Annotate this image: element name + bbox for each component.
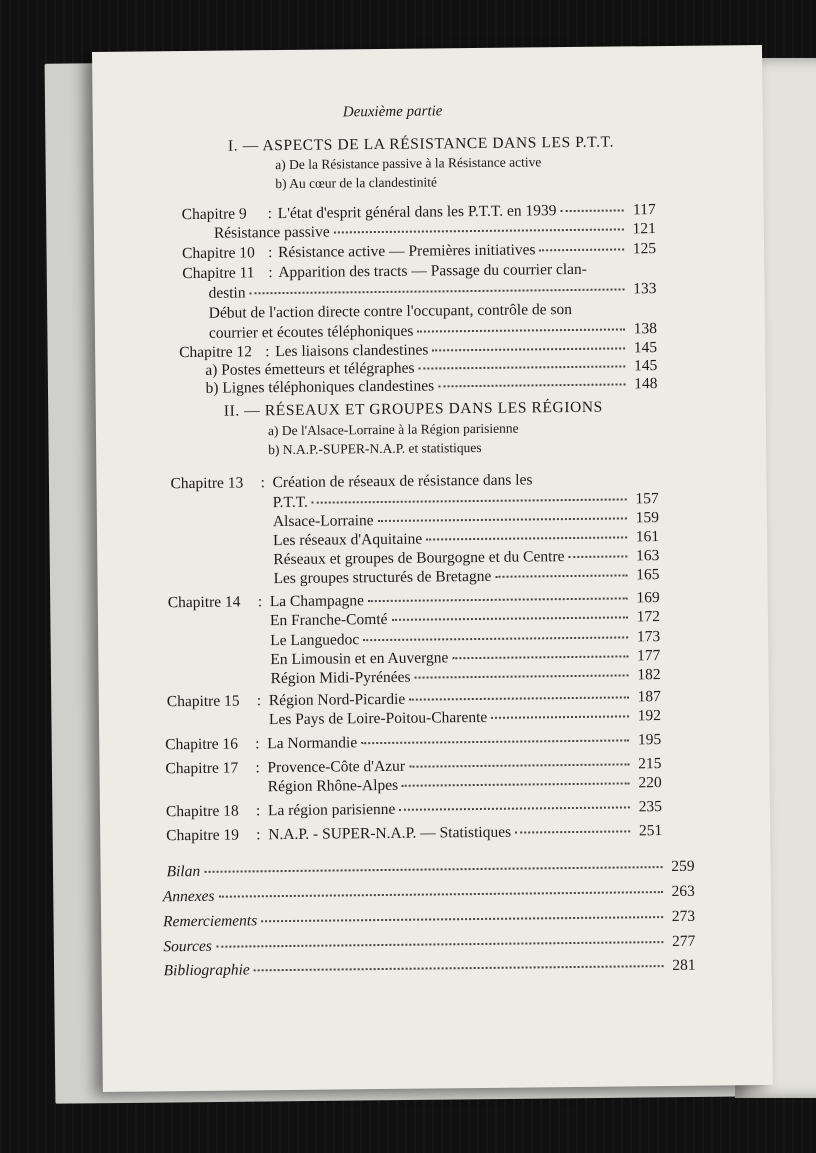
entry-title: Les réseaux d'Aquitaine [273, 530, 423, 550]
entry-title: La Normandie [267, 734, 358, 753]
toc-entry-action-directe[interactable]: Début de l'action directe contre l'occupant, contrôle de son [208, 300, 573, 322]
dot-leader [378, 517, 627, 522]
entry-title: Création de réseaux de résistance dans les [272, 471, 533, 492]
page-number: 148 [634, 375, 658, 393]
chapter-colon: : [256, 826, 261, 844]
chapter-label: Chapitre 13 [170, 474, 244, 493]
page-number: 145 [633, 339, 658, 357]
page-number: 138 [633, 320, 658, 338]
dot-leader [363, 636, 628, 641]
dot-leader [250, 288, 625, 294]
toc-entry-resistance-passive[interactable] [214, 220, 656, 243]
entry-title: N.A.P. - SUPER-N.A.P. — Statistiques [268, 823, 512, 844]
page-number: 172 [636, 608, 661, 626]
section-1-sub-b: b) Au cœur de la clandestinité [275, 174, 438, 192]
dot-leader [414, 674, 628, 678]
chapter-colon: : [255, 802, 261, 820]
dot-leader [399, 806, 630, 810]
chapter-label: Chapitre 14 [167, 593, 241, 612]
toc-entry-bibliographie[interactable] [164, 957, 696, 981]
chapter-label: Chapitre 10 [182, 244, 255, 263]
entry-title: La région parisienne [267, 800, 396, 820]
page-number: 173 [636, 628, 661, 646]
table-of-contents [92, 45, 773, 1092]
section-2-heading: II. — RÉSEAUX ET GROUPES DANS LES RÉGIONS [223, 398, 603, 420]
page-number: 192 [637, 707, 662, 725]
section-2-sub-a: a) De l'Alsace-Lorraine à la Région parisienne [267, 420, 519, 439]
entry-title: Région Rhône-Alpes [267, 776, 399, 796]
dot-leader [216, 941, 663, 948]
entry-title: courrier et écoutes téléphoniques [208, 322, 414, 342]
entry-title: En Limousin et en Auvergne [270, 649, 449, 669]
page-number: 163 [635, 547, 660, 565]
page-number: 125 [632, 240, 657, 258]
dot-leader [254, 965, 664, 971]
toc-entry-rhone-alpes[interactable] [268, 774, 662, 796]
toc-entry-remerciements[interactable] [163, 908, 695, 932]
toc-entry-bilan[interactable] [166, 858, 694, 882]
entry-title: Les liaisons clandestines [275, 341, 429, 361]
page-number: 277 [672, 932, 696, 950]
toc-entry-bretagne[interactable] [273, 566, 659, 588]
chapter-label: Chapitre 15 [166, 692, 240, 711]
page-number: 145 [633, 357, 658, 375]
chapter-colon: : [268, 244, 273, 262]
toc-entry-chapter-10[interactable] [182, 240, 656, 263]
entry-title: Alsace-Lorraine [272, 512, 374, 531]
page-number: 121 [632, 220, 656, 238]
chapter-label: Chapitre 11 [182, 264, 255, 283]
dot-leader [560, 209, 623, 212]
dot-leader [419, 365, 626, 369]
page-number: 133 [633, 280, 657, 298]
part-title: Deuxième partie [342, 103, 443, 121]
chapter-colon: : [256, 692, 262, 710]
dot-leader [495, 574, 627, 577]
section-2-sub-b: b) N.A.P.-SUPER-N.A.P. et statistiques [268, 439, 482, 458]
toc-entry-loire-poitou[interactable] [269, 707, 661, 729]
toc-entry-lignes-telephoniques[interactable] [205, 375, 657, 398]
chapter-colon: : [267, 205, 273, 223]
page-number: 195 [637, 731, 662, 749]
dot-leader [409, 763, 629, 767]
page-number: 215 [638, 755, 662, 773]
dot-leader [361, 739, 629, 744]
dot-leader [438, 383, 625, 387]
entry-title: a) Postes émetteurs et télégraphes [205, 359, 415, 379]
entry-title: Les Pays de Loire-Poitou-Charente [268, 708, 488, 729]
chapter-label: Chapitre 19 [166, 826, 240, 845]
page-number: 187 [637, 688, 661, 706]
entry-title: Résistance active — Premières initiatives [278, 241, 536, 262]
page-number: 182 [637, 666, 661, 684]
chapter-colon: : [255, 735, 260, 753]
section-1-heading: I. — ASPECTS DE LA RÉSISTANCE DANS LES P.T.T. [227, 133, 615, 155]
toc-entry-chapter-18[interactable] [166, 798, 662, 821]
page-number: 177 [637, 647, 661, 665]
entry-title: Les groupes structurés de Bretagne [273, 567, 492, 588]
chapter-colon: : [257, 593, 263, 611]
page-number: 263 [671, 882, 695, 900]
dot-leader [261, 916, 663, 922]
dot-leader [568, 555, 627, 558]
dot-leader [334, 228, 624, 233]
dot-leader [368, 597, 628, 602]
page-number: 259 [671, 857, 695, 875]
entry-title: Résistance passive [213, 223, 330, 242]
chapter-label: Chapitre 17 [165, 759, 239, 778]
page-number: 157 [635, 490, 659, 508]
book-page [92, 45, 773, 1092]
page-number: 273 [671, 907, 696, 925]
chapter-label: Chapitre 9 [181, 205, 247, 224]
page-number: 235 [638, 798, 663, 816]
toc-entry-chapter-19[interactable] [166, 822, 662, 845]
page-number: 117 [632, 201, 656, 219]
section-1-sub-a: a) De la Résistance passive à la Résistance active [275, 154, 542, 173]
dot-leader [409, 696, 629, 700]
toc-entry-chapter-13[interactable] [170, 470, 658, 493]
entry-title: Annexes [162, 887, 215, 906]
dot-leader [515, 830, 630, 833]
entry-title: P.T.T. [272, 493, 308, 512]
entry-title: Apparition des tracts — Passage du courrier clan- [278, 260, 588, 282]
toc-entry-chapter-11[interactable] [182, 260, 656, 283]
toc-entry-sources[interactable] [163, 933, 695, 957]
entry-title: Bilan [166, 862, 201, 881]
toc-entry-chapter-11-cont[interactable] [208, 280, 656, 303]
chapter-colon: : [268, 264, 273, 282]
toc-entry-annexes[interactable] [163, 883, 695, 907]
chapter-colon: : [265, 343, 270, 361]
page-number: 281 [672, 956, 696, 974]
chapter-colon: : [260, 474, 265, 492]
toc-entry-chapter-16[interactable] [165, 731, 661, 754]
entry-title: Le Languedoc [270, 631, 360, 650]
page-number: 165 [636, 566, 660, 584]
entry-title: Région Midi-Pyrénées [270, 668, 411, 688]
chapter-colon: : [255, 759, 260, 777]
dot-leader [417, 328, 625, 332]
page-number: 169 [636, 589, 660, 607]
dot-leader [402, 782, 630, 786]
entry-title: b) Lignes téléphoniques clandestines [205, 377, 435, 397]
dot-leader [426, 536, 627, 540]
page-number: 159 [635, 509, 659, 527]
dot-leader [432, 347, 625, 351]
chapter-label: Chapitre 16 [165, 735, 239, 754]
entry-title: destin [208, 284, 246, 302]
dot-leader [312, 498, 627, 503]
entry-title: L'état d'esprit général dans les P.T.T. en 1939 [277, 202, 557, 223]
entry-title: Remerciements [163, 912, 258, 931]
entry-title: En Franche-Comté [269, 610, 388, 630]
page-number: 161 [635, 528, 660, 546]
toc-entry-midi-pyrenees[interactable] [270, 666, 660, 688]
dot-leader [539, 248, 624, 251]
entry-title: Provence-Côte d'Azur [267, 757, 406, 777]
chapter-label: Chapitre 12 [179, 343, 252, 362]
toc-entry-franche-comte[interactable] [270, 608, 660, 630]
page-number: 220 [638, 774, 662, 792]
entry-title: Sources [163, 937, 212, 956]
dot-leader [218, 891, 662, 898]
dot-leader [391, 616, 627, 620]
dot-leader [452, 655, 628, 659]
chapter-label: Chapitre 18 [165, 802, 239, 821]
dot-leader [204, 866, 662, 873]
entry-title: Région Nord-Picardie [268, 690, 406, 710]
entry-title: Réseaux et groupes de Bourgogne et du Centre [273, 548, 565, 569]
page-number: 251 [638, 822, 663, 840]
dot-leader [491, 715, 629, 718]
entry-title: Bibliographie [163, 961, 250, 980]
entry-title: La Champagne [269, 592, 365, 611]
